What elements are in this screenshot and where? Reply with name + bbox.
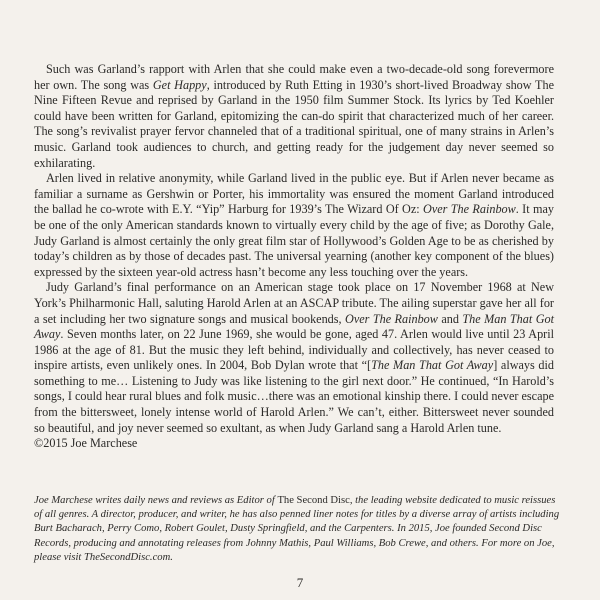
text-run: and [437,311,463,326]
text-run: Such was Garland’s rapport with Arlen that she could make even a two-decade-old song forevermore her own. The song was [34,62,554,92]
text-run: , introduced by Ruth Etting in 1930’s short-lived Broadway show The Nine Fifteen Revue and reprised by Garland in the 1950 film Summer Stock. Its lyrics by Ted Koehler could have been written for Garland, epitomizing the can-do spirit that characterized much of her career. The song’s revivalist prayer fervor channeled that of a traditional spiritual, one of many strains in Arlen’s music. Garland took audiences to church, and getting ready for the judgement day never seemed so exhilarating. [34,77,554,170]
text-run: . It may be one of the only American standards known to virtually every child by the age of five; as Dorothy Gale, Judy Garland is almost certainly the only great film star of Hollywood’s Golden Age to be as cherished by today’s children as by those of decades past. The universal yearning (another key component of the blues) expressed by the sixteen year-old actress hasn’t become any less touching over the years. [34,202,554,279]
text-run: , the leading website dedicated to music reissues of all genres. A director, producer, and writer, he has also penned liner notes for titles by a diverse array of artists including Burt Bacharach, Perry Como, Robert Goulet, Dusty Springfield, and the Carpenters. In 2015, Joe founded Second Disc Records, producing and annotating releases from Johnny Mathis, Paul Williams, Bob Crewe, and others. For more on Joe, please visit TheSecondDisc.com. [34,494,560,564]
text-run: . Seven months later, on 22 June 1969, she would be gone, aged 47. Arlen would live until 23 April 1986 at the age of 81. But the music they left behind, individually and collectively, has never ceased to inspire artists, even unlikely ones. In 2004, Bob Dylan wrote that “[ [34,327,554,373]
title-italic: The Man That Got Away [34,311,554,342]
author-bio [34,494,564,566]
text-run: Joe Marchese writes daily news and reviews as Editor of [34,494,278,506]
title-italic: Get Happy [152,77,207,92]
text-run: Judy Garland’s final performance on an American stage took place on 17 November 1968 at New York’s Philharmonic Hall, saluting Harold Arlen at an ASCAP tribute. The ailing superstar gave her all for a set including her two signature songs and musical bookends, [34,280,554,326]
page-number: 7 [296,575,304,590]
title-italic: The Man That Got Away [371,358,494,373]
essay-body [34,62,554,452]
essay-paragraph [34,62,554,171]
essay-paragraph [34,280,554,436]
website-name: The Second Disc [277,494,350,506]
title-italic: Over The Rainbow [423,202,516,217]
title-italic: Over The Rainbow [345,311,438,326]
copyright-line: ©2015 Joe Marchese [34,436,138,451]
essay-paragraph [34,171,554,280]
text-run: ] always did something to me… Listening to Judy was like listening to the girl next door.” He continued, “In Harold’s songs, I could hear rural blues and folk music…there was an emotional kinship there. I could never escape from the bittersweet, lonely intense world of Harold Arlen.” We can’t, either. Bittersweet never sounded so beautiful, and joy never seemed so exultant, as when Judy Garland sang a Harold Arlen tune. [34,358,554,435]
text-run: Arlen lived in relative anonymity, while Garland lived in the public eye. But if Arlen never became as familiar a surname as Gershwin or Porter, his immortality was ensured the moment Garland introduced the ballad he co-wrote with E.Y. “Yip” Harburg for 1939’s The Wizard Of Oz: [34,171,554,217]
